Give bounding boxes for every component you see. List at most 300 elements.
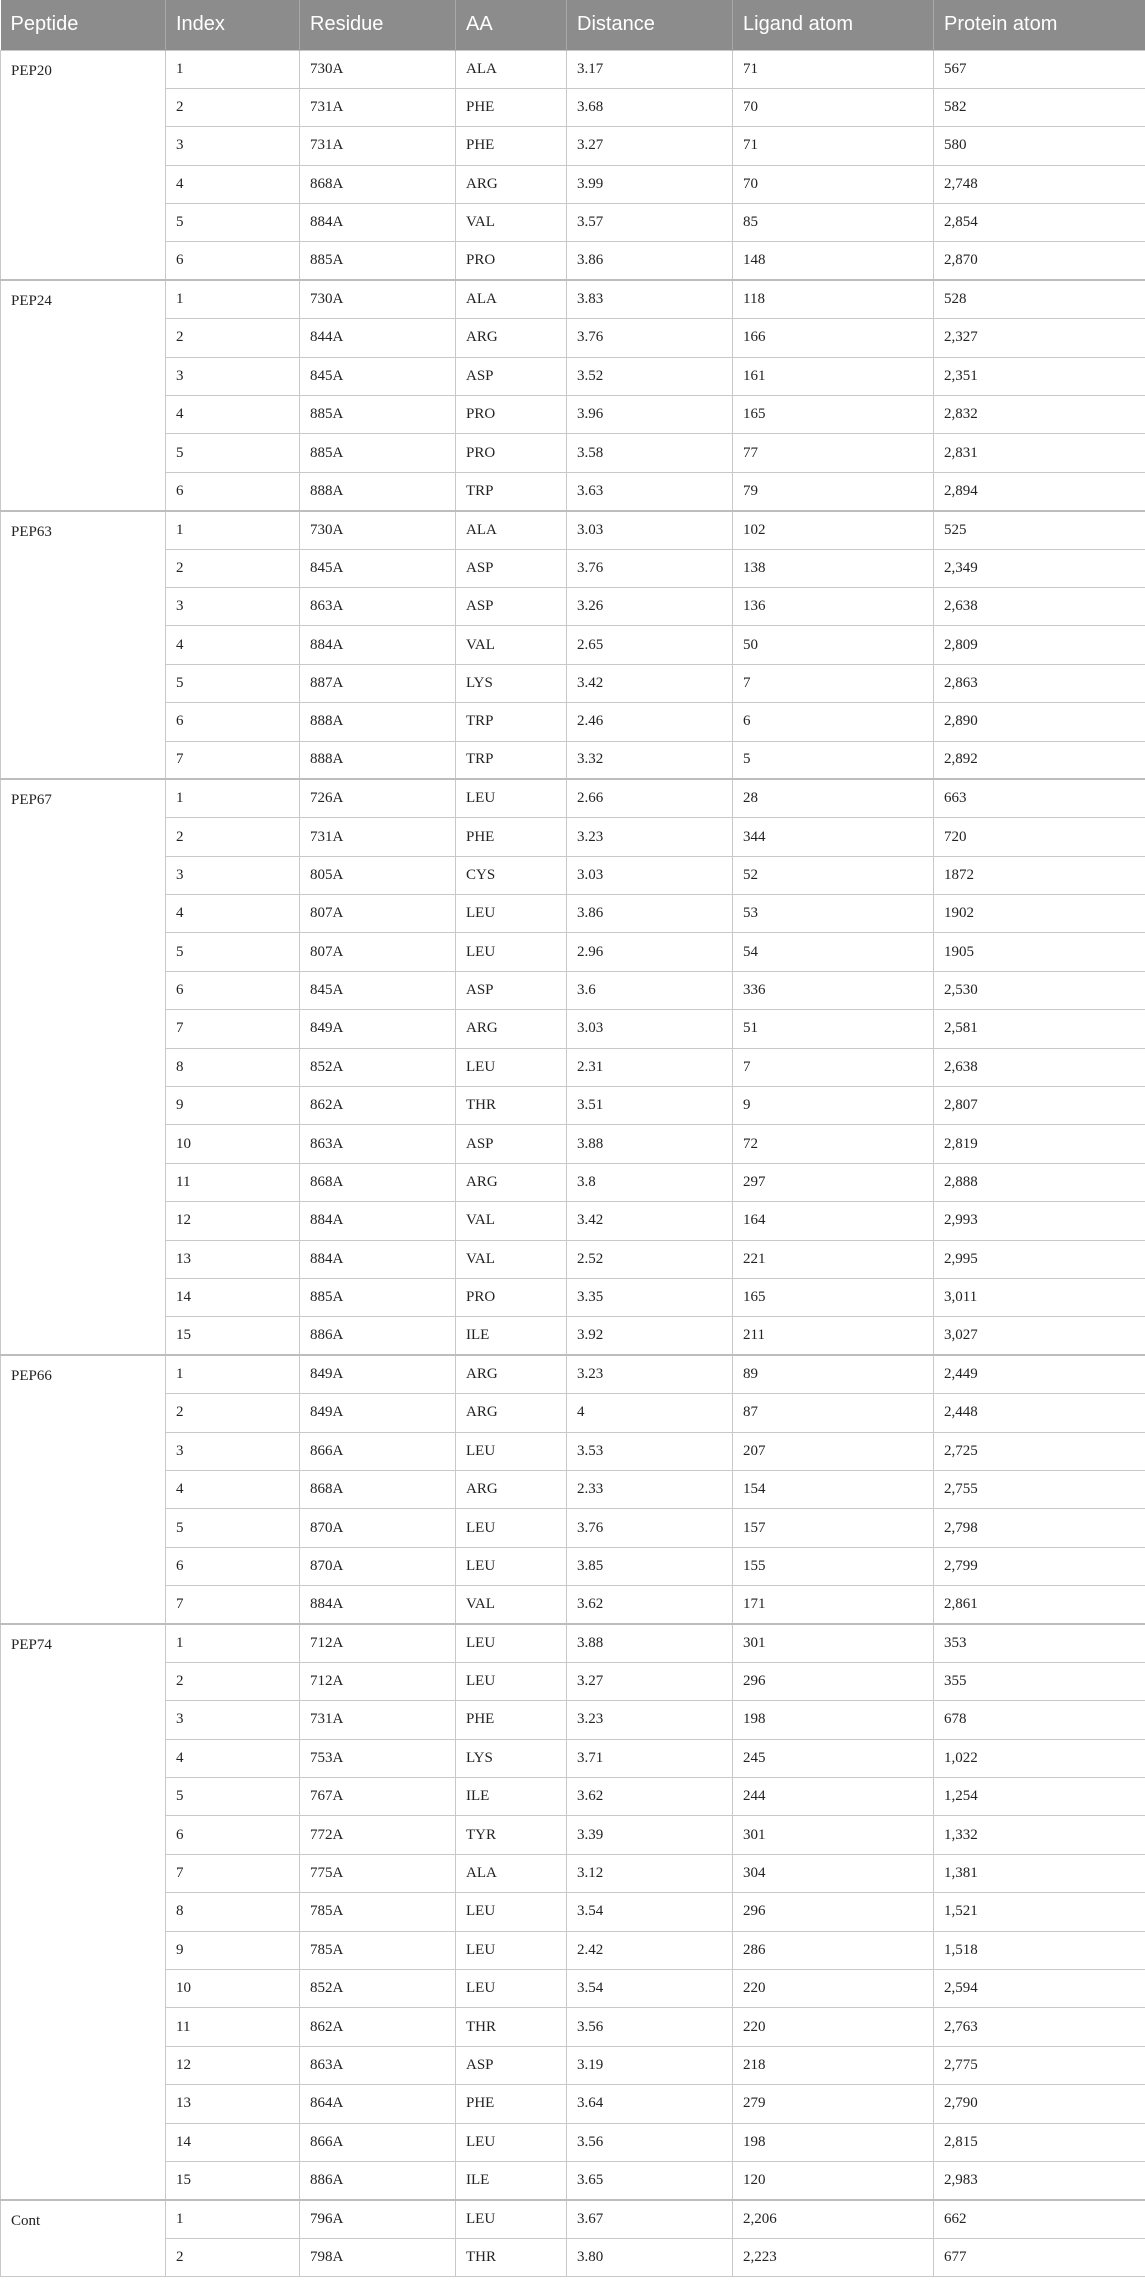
protein-atom-cell: 2,594 — [934, 1970, 1145, 2008]
table-row — [1, 2238, 1145, 2276]
table-row — [1, 1317, 1145, 1355]
distance-cell: 3.92 — [567, 1317, 733, 1355]
residue-cell: 862A — [300, 1087, 456, 1125]
protein-atom-cell: 528 — [934, 280, 1145, 318]
residue-cell: 845A — [300, 971, 456, 1009]
ligand-atom-cell: 279 — [733, 2085, 934, 2123]
table-row — [1, 2161, 1145, 2199]
protein-atom-cell: 2,995 — [934, 1240, 1145, 1278]
distance-cell: 3.54 — [567, 1970, 733, 2008]
index-cell: 12 — [166, 2046, 300, 2084]
aa-cell: ILE — [456, 2161, 567, 2199]
table-row — [1, 1355, 1145, 1393]
table-row — [1, 664, 1145, 702]
index-cell: 7 — [166, 1586, 300, 1624]
distance-cell: 3.56 — [567, 2008, 733, 2046]
protein-atom-cell: 2,863 — [934, 664, 1145, 702]
distance-cell: 3.71 — [567, 1739, 733, 1777]
index-cell: 1 — [166, 1355, 300, 1393]
index-cell: 5 — [166, 1509, 300, 1547]
distance-cell: 3.76 — [567, 1509, 733, 1547]
distance-cell: 3.83 — [567, 280, 733, 318]
index-cell: 2 — [166, 1662, 300, 1700]
table-row — [1, 280, 1145, 318]
distance-cell: 3.65 — [567, 2161, 733, 2199]
ligand-atom-cell: 71 — [733, 50, 934, 88]
ligand-atom-cell: 157 — [733, 1509, 934, 1547]
distance-cell: 3.23 — [567, 1701, 733, 1739]
aa-cell: TRP — [456, 741, 567, 779]
protein-atom-cell: 355 — [934, 1662, 1145, 1700]
header-distance: Distance — [567, 0, 733, 50]
residue-cell: 730A — [300, 511, 456, 549]
aa-cell: PRO — [456, 434, 567, 472]
aa-cell: VAL — [456, 1240, 567, 1278]
header-ligand-atom: Ligand atom — [733, 0, 934, 50]
residue-cell: 885A — [300, 1279, 456, 1317]
index-cell: 15 — [166, 2161, 300, 2199]
table-row — [1, 1970, 1145, 2008]
table-row — [1, 2085, 1145, 2123]
aa-cell: VAL — [456, 1202, 567, 1240]
table-row — [1, 1893, 1145, 1931]
table-row — [1, 242, 1145, 280]
aa-cell: ALA — [456, 280, 567, 318]
index-cell: 1 — [166, 50, 300, 88]
ligand-atom-cell: 296 — [733, 1662, 934, 1700]
ligand-atom-cell: 87 — [733, 1394, 934, 1432]
aa-cell: ASP — [456, 357, 567, 395]
index-cell: 3 — [166, 856, 300, 894]
protein-atom-cell: 1,332 — [934, 1816, 1145, 1854]
ligand-atom-cell: 138 — [733, 549, 934, 587]
protein-atom-cell: 2,790 — [934, 2085, 1145, 2123]
residue-cell: 870A — [300, 1547, 456, 1585]
residue-cell: 772A — [300, 1816, 456, 1854]
protein-atom-cell: 2,819 — [934, 1125, 1145, 1163]
residue-cell: 805A — [300, 856, 456, 894]
index-cell: 6 — [166, 1547, 300, 1585]
residue-cell: 885A — [300, 242, 456, 280]
protein-atom-cell: 2,854 — [934, 204, 1145, 242]
index-cell: 6 — [166, 1816, 300, 1854]
index-cell: 4 — [166, 1739, 300, 1777]
index-cell: 2 — [166, 319, 300, 357]
residue-cell: 730A — [300, 50, 456, 88]
index-cell: 1 — [166, 280, 300, 318]
table-row — [1, 1778, 1145, 1816]
aa-cell: TRP — [456, 703, 567, 741]
aa-cell: LEU — [456, 1662, 567, 1700]
table-row — [1, 1701, 1145, 1739]
aa-cell: ARG — [456, 1163, 567, 1201]
protein-atom-cell: 2,890 — [934, 703, 1145, 741]
protein-atom-cell: 2,798 — [934, 1509, 1145, 1547]
residue-cell: 731A — [300, 127, 456, 165]
protein-atom-cell: 2,861 — [934, 1586, 1145, 1624]
index-cell: 3 — [166, 357, 300, 395]
distance-cell: 3.64 — [567, 2085, 733, 2123]
table-row — [1, 626, 1145, 664]
ligand-atom-cell: 9 — [733, 1087, 934, 1125]
residue-cell: 849A — [300, 1394, 456, 1432]
index-cell: 4 — [166, 165, 300, 203]
protein-atom-cell: 1,518 — [934, 1931, 1145, 1969]
aa-cell: ARG — [456, 1470, 567, 1508]
ligand-atom-cell: 220 — [733, 1970, 934, 2008]
residue-cell: 863A — [300, 587, 456, 625]
index-cell: 9 — [166, 1931, 300, 1969]
index-cell: 6 — [166, 703, 300, 741]
protein-atom-cell: 662 — [934, 2200, 1145, 2238]
index-cell: 2 — [166, 88, 300, 126]
ligand-atom-cell: 54 — [733, 933, 934, 971]
table-row — [1, 1394, 1145, 1432]
ligand-atom-cell: 244 — [733, 1778, 934, 1816]
protein-atom-cell: 3,027 — [934, 1317, 1145, 1355]
ligand-atom-cell: 70 — [733, 165, 934, 203]
aa-cell: PHE — [456, 2085, 567, 2123]
aa-cell: ASP — [456, 587, 567, 625]
protein-atom-cell: 1,381 — [934, 1854, 1145, 1892]
residue-cell: 785A — [300, 1931, 456, 1969]
table-row — [1, 1624, 1145, 1662]
index-cell: 6 — [166, 971, 300, 1009]
protein-atom-cell: 2,892 — [934, 741, 1145, 779]
ligand-atom-cell: 2,223 — [733, 2238, 934, 2276]
peptide-cell: PEP63 — [1, 511, 166, 780]
peptide-cell: PEP67 — [1, 779, 166, 1355]
aa-cell: THR — [456, 2008, 567, 2046]
distance-cell: 3.68 — [567, 88, 733, 126]
protein-atom-cell: 2,638 — [934, 1048, 1145, 1086]
residue-cell: 775A — [300, 1854, 456, 1892]
distance-cell: 3.53 — [567, 1432, 733, 1470]
protein-atom-cell: 2,807 — [934, 1087, 1145, 1125]
table-row — [1, 1586, 1145, 1624]
table-row — [1, 1432, 1145, 1470]
protein-atom-cell: 580 — [934, 127, 1145, 165]
index-cell: 3 — [166, 1432, 300, 1470]
table-row — [1, 1547, 1145, 1585]
aa-cell: ILE — [456, 1317, 567, 1355]
table-body — [1, 50, 1145, 2277]
distance-cell: 3.8 — [567, 1163, 733, 1201]
index-cell: 3 — [166, 127, 300, 165]
index-cell: 10 — [166, 1125, 300, 1163]
index-cell: 5 — [166, 1778, 300, 1816]
aa-cell: ARG — [456, 1355, 567, 1393]
ligand-atom-cell: 207 — [733, 1432, 934, 1470]
aa-cell: LEU — [456, 1931, 567, 1969]
header-residue: Residue — [300, 0, 456, 50]
residue-cell: 796A — [300, 2200, 456, 2238]
residue-cell: 886A — [300, 2161, 456, 2199]
distance-cell: 3.58 — [567, 434, 733, 472]
table-row — [1, 50, 1145, 88]
residue-cell: 730A — [300, 280, 456, 318]
ligand-atom-cell: 166 — [733, 319, 934, 357]
table-row — [1, 779, 1145, 817]
aa-cell: LEU — [456, 1893, 567, 1931]
table-row — [1, 895, 1145, 933]
index-cell: 8 — [166, 1048, 300, 1086]
distance-cell: 3.42 — [567, 664, 733, 702]
protein-atom-cell: 720 — [934, 818, 1145, 856]
index-cell: 13 — [166, 1240, 300, 1278]
protein-atom-cell: 2,755 — [934, 1470, 1145, 1508]
table-row — [1, 549, 1145, 587]
peptide-cell: PEP20 — [1, 50, 166, 280]
table-row — [1, 1125, 1145, 1163]
aa-cell: ARG — [456, 1394, 567, 1432]
distance-cell: 2.33 — [567, 1470, 733, 1508]
table-row — [1, 933, 1145, 971]
distance-cell: 3.52 — [567, 357, 733, 395]
table-row — [1, 1662, 1145, 1700]
distance-cell: 3.12 — [567, 1854, 733, 1892]
residue-cell: 849A — [300, 1010, 456, 1048]
protein-atom-cell: 2,983 — [934, 2161, 1145, 2199]
protein-atom-cell: 2,448 — [934, 1394, 1145, 1432]
distance-cell: 3.99 — [567, 165, 733, 203]
ligand-atom-cell: 5 — [733, 741, 934, 779]
residue-cell: 888A — [300, 741, 456, 779]
aa-cell: LYS — [456, 664, 567, 702]
protein-atom-cell: 1,254 — [934, 1778, 1145, 1816]
distance-cell: 3.80 — [567, 2238, 733, 2276]
residue-cell: 849A — [300, 1355, 456, 1393]
protein-atom-cell: 2,763 — [934, 2008, 1145, 2046]
residue-cell: 870A — [300, 1509, 456, 1547]
distance-cell: 3.27 — [567, 127, 733, 165]
ligand-atom-cell: 304 — [733, 1854, 934, 1892]
aa-cell: TYR — [456, 1816, 567, 1854]
ligand-atom-cell: 218 — [733, 2046, 934, 2084]
table-row — [1, 1739, 1145, 1777]
ligand-atom-cell: 245 — [733, 1739, 934, 1777]
aa-cell: THR — [456, 1087, 567, 1125]
distance-cell: 2.31 — [567, 1048, 733, 1086]
index-cell: 4 — [166, 895, 300, 933]
index-cell: 1 — [166, 1624, 300, 1662]
protein-atom-cell: 2,748 — [934, 165, 1145, 203]
ligand-atom-cell: 165 — [733, 1279, 934, 1317]
ligand-atom-cell: 171 — [733, 1586, 934, 1624]
table-row — [1, 1240, 1145, 1278]
distance-cell: 3.32 — [567, 741, 733, 779]
residue-cell: 884A — [300, 1240, 456, 1278]
aa-cell: LEU — [456, 1970, 567, 2008]
ligand-atom-cell: 221 — [733, 1240, 934, 1278]
table-row — [1, 971, 1145, 1009]
distance-cell: 3.85 — [567, 1547, 733, 1585]
distance-cell: 4 — [567, 1394, 733, 1432]
residue-cell: 731A — [300, 818, 456, 856]
aa-cell: ASP — [456, 971, 567, 1009]
distance-cell: 3.35 — [567, 1279, 733, 1317]
distance-cell: 3.56 — [567, 2123, 733, 2161]
table-row — [1, 1048, 1145, 1086]
ligand-atom-cell: 51 — [733, 1010, 934, 1048]
table-row — [1, 1087, 1145, 1125]
aa-cell: VAL — [456, 626, 567, 664]
distance-cell: 3.57 — [567, 204, 733, 242]
protein-atom-cell: 1,022 — [934, 1739, 1145, 1777]
ligand-atom-cell: 120 — [733, 2161, 934, 2199]
index-cell: 7 — [166, 741, 300, 779]
ligand-atom-cell: 70 — [733, 88, 934, 126]
ligand-atom-cell: 164 — [733, 1202, 934, 1240]
residue-cell: 807A — [300, 895, 456, 933]
ligand-atom-cell: 211 — [733, 1317, 934, 1355]
table-row — [1, 703, 1145, 741]
peptide-cell: PEP24 — [1, 280, 166, 510]
aa-cell: PHE — [456, 818, 567, 856]
table-row — [1, 1470, 1145, 1508]
protein-atom-cell: 2,327 — [934, 319, 1145, 357]
ligand-atom-cell: 71 — [733, 127, 934, 165]
table-row — [1, 204, 1145, 242]
distance-cell: 3.6 — [567, 971, 733, 1009]
residue-cell: 888A — [300, 472, 456, 510]
protein-atom-cell: 2,832 — [934, 396, 1145, 434]
ligand-atom-cell: 85 — [733, 204, 934, 242]
residue-cell: 731A — [300, 1701, 456, 1739]
index-cell: 4 — [166, 396, 300, 434]
ligand-atom-cell: 2,206 — [733, 2200, 934, 2238]
distance-cell: 3.17 — [567, 50, 733, 88]
index-cell: 5 — [166, 204, 300, 242]
protein-atom-cell: 2,351 — [934, 357, 1145, 395]
table-row — [1, 357, 1145, 395]
distance-cell: 3.42 — [567, 1202, 733, 1240]
ligand-atom-cell: 344 — [733, 818, 934, 856]
aa-cell: ILE — [456, 1778, 567, 1816]
table-row — [1, 88, 1145, 126]
table-row — [1, 1163, 1145, 1201]
table-row — [1, 434, 1145, 472]
protein-atom-cell: 2,809 — [934, 626, 1145, 664]
aa-cell: LEU — [456, 779, 567, 817]
protein-atom-cell: 1,521 — [934, 1893, 1145, 1931]
ligand-atom-cell: 102 — [733, 511, 934, 549]
residue-cell: 868A — [300, 1163, 456, 1201]
header-protein-atom: Protein atom — [934, 0, 1145, 50]
residue-cell: 866A — [300, 1432, 456, 1470]
table-row — [1, 2046, 1145, 2084]
distance-cell: 3.54 — [567, 1893, 733, 1931]
index-cell: 7 — [166, 1854, 300, 1892]
ligand-atom-cell: 148 — [733, 242, 934, 280]
protein-atom-cell: 678 — [934, 1701, 1145, 1739]
protein-atom-cell: 663 — [934, 779, 1145, 817]
protein-atom-cell: 2,349 — [934, 549, 1145, 587]
ligand-atom-cell: 50 — [733, 626, 934, 664]
aa-cell: LEU — [456, 1509, 567, 1547]
residue-cell: 712A — [300, 1662, 456, 1700]
distance-cell: 2.52 — [567, 1240, 733, 1278]
peptide-cell: Cont — [1, 2200, 166, 2277]
residue-cell: 884A — [300, 1202, 456, 1240]
protein-atom-cell: 2,831 — [934, 434, 1145, 472]
aa-cell: PHE — [456, 1701, 567, 1739]
aa-cell: ALA — [456, 50, 567, 88]
aa-cell: PRO — [456, 396, 567, 434]
aa-cell: ARG — [456, 1010, 567, 1048]
distance-cell: 2.96 — [567, 933, 733, 971]
ligand-atom-cell: 198 — [733, 1701, 934, 1739]
protein-atom-cell: 2,581 — [934, 1010, 1145, 1048]
protein-atom-cell: 1905 — [934, 933, 1145, 971]
ligand-atom-cell: 154 — [733, 1470, 934, 1508]
protein-atom-cell: 2,775 — [934, 2046, 1145, 2084]
protein-atom-cell: 2,725 — [934, 1432, 1145, 1470]
protein-atom-cell: 2,993 — [934, 1202, 1145, 1240]
residue-cell: 885A — [300, 434, 456, 472]
distance-cell: 3.76 — [567, 319, 733, 357]
index-cell: 12 — [166, 1202, 300, 1240]
aa-cell: LEU — [456, 2200, 567, 2238]
protein-atom-cell: 2,894 — [934, 472, 1145, 510]
ligand-atom-cell: 79 — [733, 472, 934, 510]
index-cell: 7 — [166, 1010, 300, 1048]
index-cell: 1 — [166, 511, 300, 549]
peptide-cell: PEP66 — [1, 1355, 166, 1624]
distance-cell: 3.86 — [567, 242, 733, 280]
residue-cell: 862A — [300, 2008, 456, 2046]
protein-atom-cell: 2,870 — [934, 242, 1145, 280]
residue-cell: 785A — [300, 1893, 456, 1931]
residue-cell: 866A — [300, 2123, 456, 2161]
residue-cell: 868A — [300, 1470, 456, 1508]
table-row — [1, 587, 1145, 625]
distance-cell: 3.96 — [567, 396, 733, 434]
residue-cell: 852A — [300, 1970, 456, 2008]
residue-cell: 845A — [300, 549, 456, 587]
table-row — [1, 472, 1145, 510]
ligand-atom-cell: 297 — [733, 1163, 934, 1201]
ligand-atom-cell: 52 — [733, 856, 934, 894]
distance-cell: 3.88 — [567, 1624, 733, 1662]
index-cell: 13 — [166, 2085, 300, 2123]
aa-cell: LYS — [456, 1739, 567, 1777]
aa-cell: TRP — [456, 472, 567, 510]
table-row — [1, 396, 1145, 434]
protein-atom-cell: 1902 — [934, 895, 1145, 933]
ligand-atom-cell: 286 — [733, 1931, 934, 1969]
ligand-atom-cell: 336 — [733, 971, 934, 1009]
table-row — [1, 127, 1145, 165]
distance-cell: 2.66 — [567, 779, 733, 817]
header-aa: AA — [456, 0, 567, 50]
index-cell: 14 — [166, 1279, 300, 1317]
protein-atom-cell: 2,815 — [934, 2123, 1145, 2161]
aa-cell: CYS — [456, 856, 567, 894]
index-cell: 15 — [166, 1317, 300, 1355]
index-cell: 8 — [166, 1893, 300, 1931]
protein-atom-cell: 2,449 — [934, 1355, 1145, 1393]
distance-cell: 3.27 — [567, 1662, 733, 1700]
index-cell: 2 — [166, 549, 300, 587]
aa-cell: ARG — [456, 319, 567, 357]
aa-cell: LEU — [456, 933, 567, 971]
residue-cell: 888A — [300, 703, 456, 741]
ligand-atom-cell: 161 — [733, 357, 934, 395]
residue-cell: 767A — [300, 1778, 456, 1816]
ligand-atom-cell: 53 — [733, 895, 934, 933]
distance-cell: 3.26 — [567, 587, 733, 625]
